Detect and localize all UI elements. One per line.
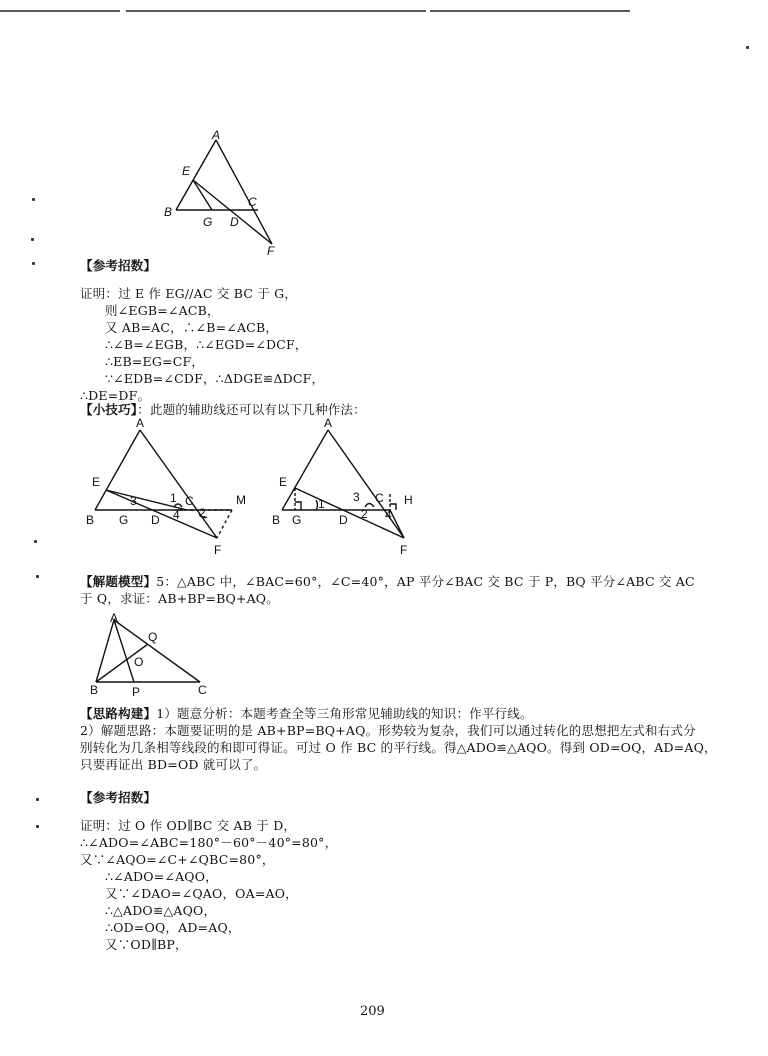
label-3: 3 — [130, 494, 137, 508]
scan-speck — [36, 798, 39, 801]
label-F: F — [267, 244, 275, 258]
proof2-line: ∴∠ADO=∠AQO， — [105, 869, 218, 884]
label-E: E — [279, 475, 288, 489]
label-A: A — [324, 416, 333, 430]
proof1-line: 又 AB=AC，∴∠B=∠ACB， — [105, 320, 279, 335]
proof2-line: ∴△ADO≌△AQO， — [105, 903, 217, 918]
proof2-line: 又∵∠DAO=∠QAO，OA=AO， — [105, 886, 298, 901]
label-D: D — [151, 513, 160, 527]
label-G: G — [203, 215, 213, 229]
label-M: M — [236, 493, 246, 507]
proof1-line: ∵∠EDB=∠CDF，∴ΔDGE≌ΔDCF， — [105, 371, 325, 386]
label-C: C — [248, 195, 257, 209]
label-B: B — [272, 513, 281, 527]
scan-speck — [34, 540, 37, 543]
idea-paragraph — [80, 706, 533, 722]
label-Q: Q — [148, 630, 158, 644]
triangle-figure-3 — [268, 414, 428, 562]
scan-speck — [746, 46, 749, 49]
scan-speck — [32, 198, 35, 201]
proof1-line: 则∠EGB=∠ACB， — [105, 303, 220, 318]
proof1-line: ∴EB=EG=CF， — [105, 354, 205, 369]
label-G: G — [292, 513, 302, 527]
proof2-line: 证明：过 O 作 OD∥BC 交 AB 于 D， — [80, 818, 297, 833]
model-paragraph — [80, 574, 695, 590]
label-O: O — [134, 655, 144, 669]
proof2-line: 又∵OD∥BP， — [105, 937, 188, 952]
proof2-line: ∴OD=OQ，AD=AQ， — [105, 920, 241, 935]
label-1: 1 — [170, 491, 177, 505]
label-F: F — [214, 543, 222, 557]
label-C: C — [198, 683, 207, 697]
idea-line-3: 别转化为几条相等线段的和即可得证。可过 O 作 BC 的平行线。得△ADO≌△AQO。得到 OD=OQ，AD=AQ， — [80, 740, 717, 755]
label-3: 3 — [353, 490, 360, 504]
label-1: 1 — [318, 497, 325, 511]
scan-speck — [31, 238, 34, 241]
model-label: 【解题模型】 — [80, 574, 157, 589]
model-line-1: 5：△ABC 中，∠BAC=60°，∠C=40°，AP 平分∠BAC 交 BC 于 P，BQ 平分∠ABC 交 AC — [156, 574, 695, 589]
label-F: F — [400, 543, 408, 557]
proof1-line: 证明：过 E 作 EG//AC 交 BC 于 G， — [80, 286, 298, 301]
proof2-line: 又∵∠AQO=∠C+∠QBC=80°， — [80, 852, 275, 867]
proof1-line: ∴∠B=∠EGB，∴∠EGD=∠DCF， — [105, 337, 308, 352]
label-E: E — [182, 164, 191, 178]
triangle-figure-4 — [86, 610, 216, 700]
label-A: A — [212, 128, 221, 142]
label-4: 4 — [173, 508, 180, 522]
ref-heading-1: 【参考招数】 — [80, 258, 157, 273]
label-2: 2 — [361, 507, 368, 521]
label-G: G — [119, 513, 129, 527]
label-H: H — [404, 493, 413, 507]
label-B: B — [86, 513, 95, 527]
page-number: 209 — [360, 1004, 385, 1019]
label-D: D — [230, 215, 239, 229]
scan-speck — [36, 825, 39, 828]
triangle-figure-2 — [82, 414, 262, 562]
model-line-2: 于 Q，求证：AB+BP=BQ+AQ。 — [80, 591, 279, 606]
scan-speck — [32, 262, 35, 265]
tip-label: 【小技巧】 — [80, 402, 138, 417]
proof1-line: ∴DE=DF。 — [80, 388, 151, 403]
tip-text: ：此题的辅助线还可以有以下几种作法： — [137, 402, 366, 417]
label-A: A — [136, 416, 145, 430]
label-D: D — [339, 513, 348, 527]
idea-label: 【思路构建】 — [80, 706, 157, 721]
ref-heading-2: 【参考招数】 — [80, 790, 157, 805]
idea-line-2: 2）解题思路：本题要证明的是 AB+BP=BQ+AQ。形势较为复杂，我们可以通过转化的思想把左式和右式分 — [80, 723, 696, 738]
label-P: P — [132, 685, 141, 699]
label-B: B — [164, 205, 173, 219]
idea-line-1: 1）题意分析：本题考查全等三角形常见辅助线的知识：作平行线。 — [156, 706, 533, 721]
scan-top-border — [0, 6, 768, 18]
triangle-figure-1 — [160, 128, 290, 258]
label-4: 4 — [385, 508, 392, 522]
label-C: C — [375, 491, 384, 505]
proof2-line: ∴∠ADO=∠ABC=180°－60°－40°=80°， — [80, 835, 338, 850]
label-C: C — [185, 494, 194, 508]
label-2: 2 — [199, 506, 206, 520]
label-E: E — [92, 475, 101, 489]
scan-speck — [36, 575, 39, 578]
label-B: B — [90, 683, 99, 697]
label-A: A — [110, 611, 119, 625]
idea-line-4: 只要再证出 BD=OD 就可以了。 — [80, 757, 267, 772]
